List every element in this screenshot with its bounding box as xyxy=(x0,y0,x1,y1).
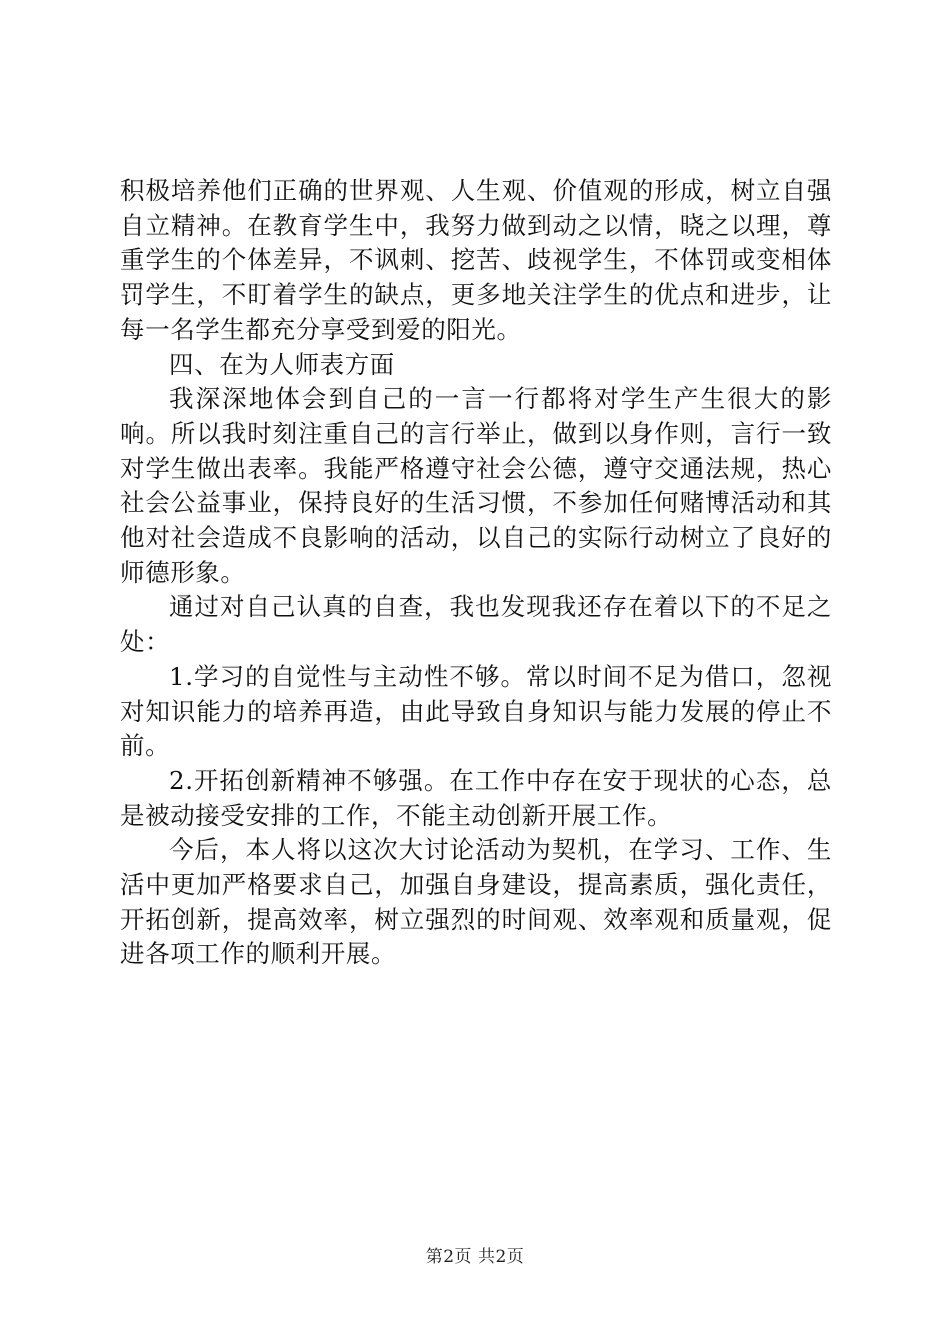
paragraph-continuation: 积极培养他们正确的世界观、人生观、价值观的形成，树立自强自立精神。在教育学生中，我努力做到动之以情，晓之以理，尊重学生的个体差异，不讽刺、挖苦、歧视学生，不体罚或变相体罚学生，不盯着学生的缺点，更多地关注学生的优点和进步，让每一名学生都充分享受到爱的阳光。 xyxy=(120,176,832,344)
section-heading-four: 四、在为人师表方面 xyxy=(169,349,395,379)
page-number-footer: 第2页 共2页 xyxy=(425,1247,525,1267)
list-item-2: 2.开拓创新精神不够强。在工作中存在安于现状的心态，总是被动接受安排的工作，不能主动创新开展工作。 xyxy=(120,765,832,830)
list-item-1: 1.学习的自觉性与主动性不够。常以时间不足为借口，忽视对知识能力的培养再造，由此导致自身知识与能力发展的停止不前。 xyxy=(120,661,832,761)
paragraph-self-check: 通过对自己认真的自查，我也发现我还存在着以下的不足之处： xyxy=(120,592,832,657)
document-body xyxy=(120,174,832,972)
paragraph-role-model: 我深深地体会到自己的一言一行都将对学生产生很大的影响。所以我时刻注重自己的言行举止，做到以身作则，言行一致对学生做出表率。我能严格遵守社会公德，遵守交通法规，热心社会公益事业，保持良好的生活习惯，不参加任何赌博活动和其他对社会造成不良影响的活动，以自己的实际行动树立了良好的师德形象。 xyxy=(120,384,832,587)
paragraph-conclusion: 今后，本人将以这次大讨论活动为契机，在学习、工作、生活中更加严格要求自己，加强自身建设，提高素质，强化责任，开拓创新，提高效率，树立强烈的时间观、效率观和质量观，促进各项工作的顺利开展。 xyxy=(120,835,832,969)
